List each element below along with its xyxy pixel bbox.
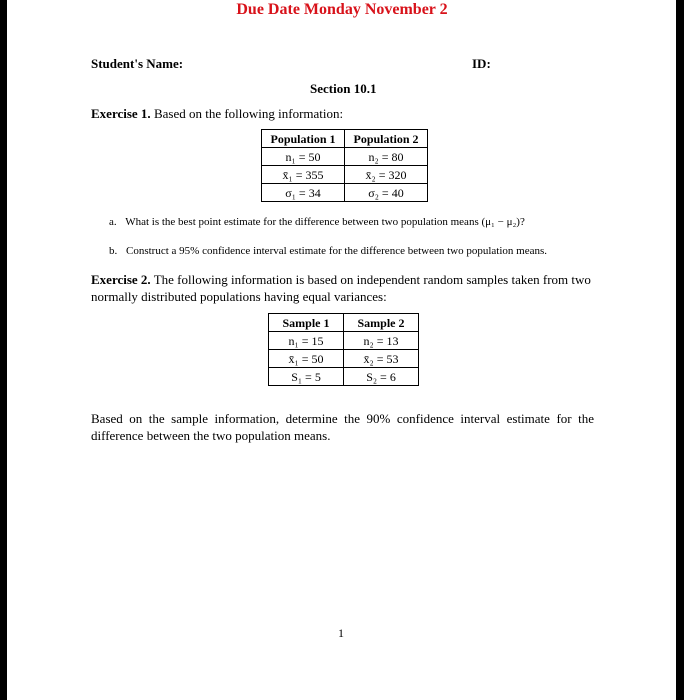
table-cell: S₂ = 6 (344, 368, 419, 386)
page-number: 1 (338, 626, 344, 640)
exercise-1-label: Exercise 1. (91, 106, 151, 121)
table-row (262, 184, 428, 202)
table-cell: n₁ = 15 (269, 332, 344, 350)
table-row (269, 350, 419, 368)
question-a (109, 216, 525, 228)
exercise-2-text: The following information is based on independent random samples taken from two normally distributed populations having equal variances: (91, 272, 591, 304)
table-cell: x̄₁ = 355 (262, 166, 345, 184)
table-cell: x̄₂ = 53 (344, 350, 419, 368)
sample-table (268, 313, 419, 386)
exercise-1-intro (91, 106, 343, 122)
table-row (262, 166, 428, 184)
due-date-heading: Due Date Monday November 2 (236, 1, 448, 18)
table-cell: n₁ = 50 (262, 148, 345, 166)
table-cell: σ₂ = 40 (345, 184, 428, 202)
question-b-text: Construct a 95% confidence interval estimate for the difference between two population means. (126, 245, 548, 257)
table-header-cell: Population 1 (262, 130, 345, 148)
question-b-label: b. (109, 245, 118, 257)
table-header-row (262, 130, 428, 148)
table-cell: n₂ = 80 (345, 148, 428, 166)
table-cell: n₂ = 13 (344, 332, 419, 350)
population-table (261, 129, 428, 202)
table-row (269, 332, 419, 350)
id-label: ID: (472, 56, 491, 71)
table-row (269, 368, 419, 386)
table-header-cell: Sample 2 (344, 314, 419, 332)
section-title: Section 10.1 (310, 81, 377, 96)
table-header-cell: Sample 1 (269, 314, 344, 332)
table-cell: σ₁ = 34 (262, 184, 345, 202)
exercise-2-question: Based on the sample information, determine the 90% confidence interval estimate for the difference between the two population means. (91, 411, 594, 443)
table-cell: x̄₂ = 320 (345, 166, 428, 184)
table-header-row (269, 314, 419, 332)
exercise-2-intro (91, 271, 601, 305)
question-b (109, 245, 547, 257)
table-header-cell: Population 2 (345, 130, 428, 148)
table-row (262, 148, 428, 166)
question-a-text: What is the best point estimate for the difference between two population means (μ₁ − μ₂)? (125, 216, 525, 228)
student-name-label: Student's Name: (91, 56, 184, 71)
exercise-2-label: Exercise 2. (91, 272, 151, 287)
exercise-1-text: Based on the following information: (153, 106, 344, 121)
table-cell: x̄₁ = 50 (269, 350, 344, 368)
table-cell: S₁ = 5 (269, 368, 344, 386)
question-a-label: a. (109, 216, 117, 228)
